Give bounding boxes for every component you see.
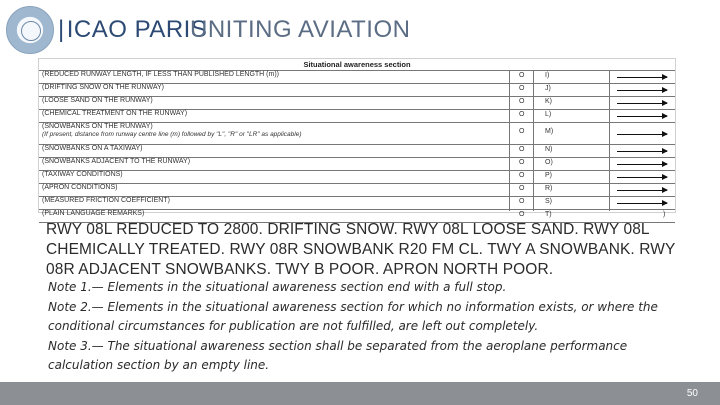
brand-title: |ICAO PARIS — [58, 16, 208, 43]
table-row — [39, 123, 675, 145]
row-optional-flag: O — [519, 185, 525, 192]
row-optional-flag: O — [519, 72, 525, 79]
arrow-right-icon — [617, 103, 667, 104]
row-field-code: N) — [545, 146, 553, 153]
row-optional-flag: O — [519, 111, 525, 118]
notes — [48, 278, 688, 376]
table-row — [39, 158, 675, 171]
table-title: Situational awareness section — [39, 59, 675, 71]
row-description: (SNOWBANKS ADJACENT TO THE RUNWAY) — [42, 158, 191, 165]
row-field-code: K) — [545, 98, 552, 105]
arrow-right-icon — [617, 134, 667, 135]
arrow-right-icon — [617, 151, 667, 152]
row-optional-flag: O — [519, 159, 525, 166]
row-description: (REDUCED RUNWAY LENGTH, IF LESS THAN PUBLISHED LENGTH (m)) — [42, 71, 279, 78]
row-field-code: I) — [545, 72, 550, 79]
arrow-right-icon — [617, 77, 667, 78]
tagline: UNITING AVIATION — [190, 16, 411, 43]
row-optional-flag: O — [519, 198, 525, 205]
row-optional-flag: O — [519, 98, 525, 105]
row-field-code: T) — [545, 211, 552, 218]
table-row — [39, 110, 675, 123]
arrow-right-icon — [617, 177, 667, 178]
arrow-right-icon — [617, 90, 667, 91]
arrow-right-icon — [617, 190, 667, 191]
row-description: (CHEMICAL TREATMENT ON THE RUNWAY) — [42, 110, 188, 117]
row-field-code: L) — [545, 111, 552, 118]
row-field-code: J) — [545, 85, 551, 92]
row-description: (SNOWBANKS ON THE RUNWAY) — [42, 123, 153, 130]
row-description: (APRON CONDITIONS) — [42, 184, 118, 191]
table-row — [39, 197, 675, 210]
example-text: RWY 08L REDUCED TO 2800. DRIFTING SNOW. RWY 08L LOOSE SAND. RWY 08L CHEMICALLY TREATED. RWY 08R SNOWBANK R20 FM CL. TWY A SNOWBANK. RWY 08R ADJACENT SNOWBANKS. TWY B POOR. APRON NORTH POOR. — [46, 221, 676, 278]
row-optional-flag: O — [519, 128, 525, 135]
table-row — [39, 171, 675, 184]
row-description: (DRIFTING SNOW ON THE RUNWAY) — [42, 84, 164, 91]
note-3: Note 3.— The situational awareness section shall be separated from the aeroplane performance calculation section by an empty line. — [48, 338, 628, 372]
note-2: Note 2.— Elements in the situational awareness section for which no information exists, or where the conditional circumstances for publication are not fulfilled, are left out completely. — [48, 299, 658, 333]
row-end-mark: ) — [663, 211, 666, 218]
row-optional-flag: O — [519, 146, 525, 153]
page-number: 50 — [686, 388, 698, 399]
row-field-code: S) — [545, 198, 552, 205]
row-field-code: O) — [545, 159, 553, 166]
brand-org: ICAO — [66, 16, 128, 43]
slide-footer — [0, 382, 720, 405]
arrow-right-icon — [617, 164, 667, 165]
row-description: (PLAIN LANGUAGE REMARKS) — [42, 210, 145, 217]
row-description: (TAXIWAY CONDITIONS) — [42, 171, 123, 178]
icao-emblem-icon — [6, 6, 54, 54]
row-optional-flag: O — [519, 85, 525, 92]
row-description: (MEASURED FRICTION COEFFICIENT) — [42, 197, 170, 204]
slide-header — [0, 0, 720, 60]
arrow-right-icon — [617, 203, 667, 204]
row-note: (If present, distance from runway centre line (m) followed by "L", "R" or "LR" as applicable) — [42, 131, 302, 138]
situational-awareness-table — [38, 58, 676, 218]
table-row — [39, 84, 675, 97]
row-field-code: P) — [545, 172, 552, 179]
row-field-code: M) — [545, 128, 554, 135]
table-row — [39, 71, 675, 84]
brand-city: PARIS — [134, 16, 208, 43]
row-optional-flag: O — [519, 172, 525, 179]
table-row — [39, 145, 675, 158]
row-optional-flag: O — [519, 211, 525, 218]
row-description: (LOOSE SAND ON THE RUNWAY) — [42, 97, 153, 104]
table-row — [39, 184, 675, 197]
row-description: (SNOWBANKS ON A TAXIWAY) — [42, 145, 143, 152]
arrow-right-icon — [617, 116, 667, 117]
table-row — [39, 97, 675, 110]
note-1: Note 1.— Elements in the situational awareness section end with a full stop. — [48, 280, 507, 294]
row-field-code: R) — [545, 185, 553, 192]
